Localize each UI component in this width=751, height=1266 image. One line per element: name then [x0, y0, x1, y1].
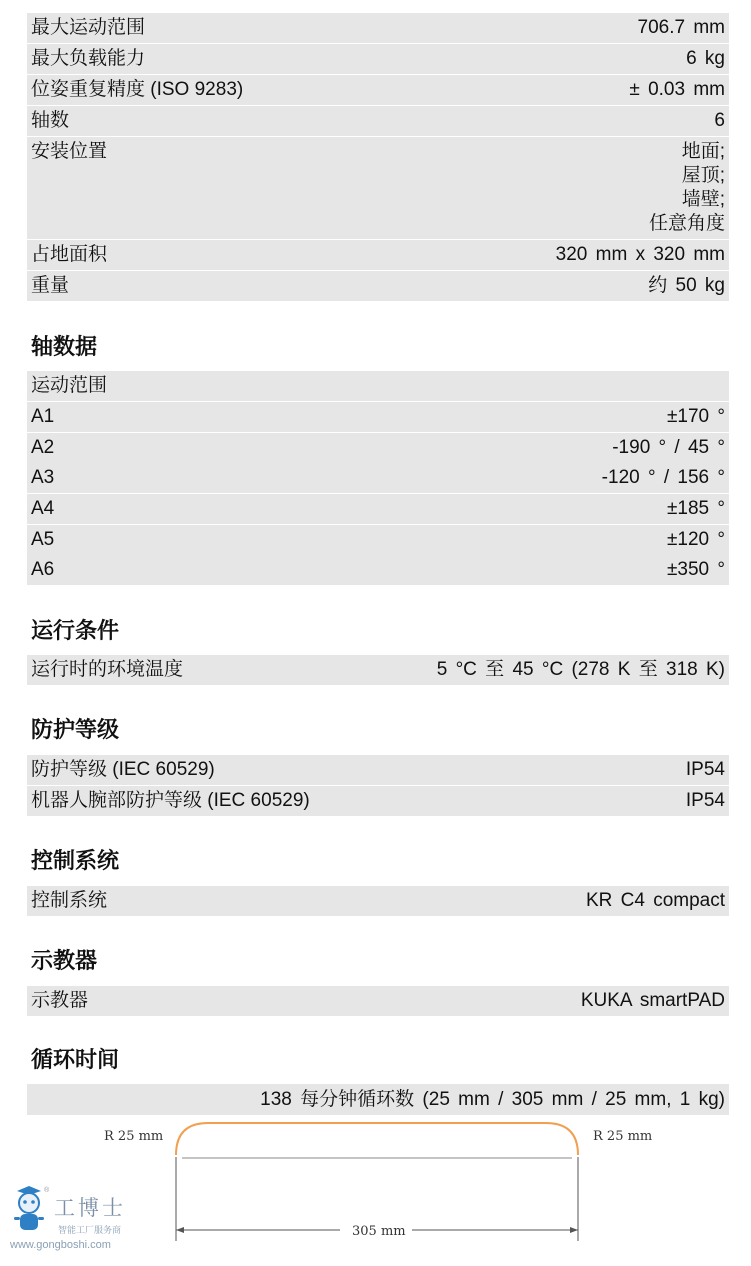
mascot-icon	[14, 1186, 44, 1230]
mount-option: 任意角度	[648, 213, 725, 234]
spec-label: 示教器	[31, 990, 89, 1011]
arrowhead-right	[570, 1227, 578, 1233]
spec-row-repeatability	[27, 75, 729, 105]
spec-label: 最大运动范围	[31, 17, 146, 38]
spec-row-weight	[27, 271, 729, 301]
axis-range: -120 ° / 156 °	[601, 467, 725, 488]
axis-label: A4	[31, 498, 55, 519]
protection-row-wrist	[27, 786, 729, 816]
axis-range: ±170 °	[666, 406, 725, 427]
gongboshi-watermark-logo	[10, 1185, 135, 1255]
radius-label-right: R 25 mm	[593, 1129, 653, 1144]
brand-url: www.gongboshi.com	[10, 1239, 111, 1251]
axis-row-a5	[27, 525, 729, 555]
axis-label: A3	[31, 467, 55, 488]
axis-row-a6	[27, 555, 729, 585]
axis-row-a4	[27, 494, 729, 524]
axis-range: ±350 °	[666, 559, 725, 580]
cycle-time-value: 138 每分钟循环数 (25 mm / 305 mm / 25 mm, 1 kg)	[27, 1084, 729, 1115]
spec-value: 约 50 kg	[648, 275, 725, 296]
axis-row-a2	[27, 433, 729, 463]
spec-value: KR C4 compact	[585, 890, 725, 911]
brand-name: 工博士	[54, 1196, 126, 1220]
spec-row-mounting	[27, 137, 729, 239]
section-heading-controller: 控制系统	[31, 848, 120, 873]
spec-value-lines	[649, 140, 725, 236]
section-heading-operating: 运行条件	[31, 618, 120, 643]
axis-range: -190 ° / 45 °	[612, 437, 725, 458]
spec-label: 最大负载能力	[31, 48, 146, 69]
spec-label: 运行时的环境温度	[31, 659, 184, 680]
spec-value: IP54	[685, 790, 725, 811]
axis-range: ±120 °	[666, 529, 725, 550]
cycle-path-curve	[176, 1123, 578, 1155]
axis-label: A5	[31, 529, 55, 550]
mount-option: 屋顶;	[681, 165, 725, 186]
axis-row-a3	[27, 463, 729, 493]
spec-value: KUKA smartPAD	[580, 990, 725, 1011]
spec-value: ± 0.03 mm	[629, 79, 725, 100]
width-label: 305 mm	[352, 1224, 406, 1239]
axis-range: ±185 °	[666, 498, 725, 519]
spec-value: 320 mm x 320 mm	[555, 244, 725, 265]
controller-row	[27, 886, 729, 916]
section-heading-axis: 轴数据	[31, 334, 98, 359]
axis-label: A1	[31, 406, 55, 427]
spec-value: 6 kg	[686, 48, 725, 69]
spec-value: 706.7 mm	[637, 17, 725, 38]
spec-row-max-payload	[27, 44, 729, 74]
section-heading-protection: 防护等级	[31, 717, 120, 742]
spec-value: IP54	[685, 759, 725, 780]
spec-label: 控制系统	[31, 890, 108, 911]
spec-label: 重量	[31, 275, 70, 296]
radius-label-left: R 25 mm	[104, 1129, 164, 1144]
operating-row-temperature	[27, 655, 729, 685]
axis-row-a1	[27, 402, 729, 432]
arrowhead-left	[176, 1227, 184, 1233]
spec-row-axes	[27, 106, 729, 136]
mount-option: 墙壁;	[681, 189, 725, 210]
section-heading-cycle-time: 循环时间	[31, 1047, 120, 1072]
spec-label: 位姿重复精度 (ISO 9283)	[31, 79, 244, 100]
spec-value: 5 °C 至 45 °C (278 K 至 318 K)	[436, 659, 725, 680]
mount-option: 地面;	[681, 141, 725, 162]
spec-label: 占地面积	[31, 244, 108, 265]
axis-subheader	[27, 371, 729, 401]
spec-row-footprint	[27, 240, 729, 270]
spec-label: 运动范围	[31, 375, 108, 396]
protection-row-robot	[27, 755, 729, 785]
spec-label: 防护等级 (IEC 60529)	[31, 759, 215, 780]
axis-label: A2	[31, 437, 55, 458]
spec-label: 轴数	[31, 110, 70, 131]
spec-value: 6	[714, 110, 725, 131]
axis-label: A6	[31, 559, 55, 580]
brand-tagline: 智能工厂服务商	[58, 1226, 122, 1236]
spec-row-max-reach	[27, 13, 729, 43]
registered-mark: ®	[44, 1187, 50, 1194]
spec-label: 安装位置	[31, 141, 108, 162]
spec-label: 机器人腕部防护等级 (IEC 60529)	[31, 790, 310, 811]
section-heading-teach-pendant: 示教器	[31, 948, 98, 973]
teach-pendant-row	[27, 986, 729, 1016]
